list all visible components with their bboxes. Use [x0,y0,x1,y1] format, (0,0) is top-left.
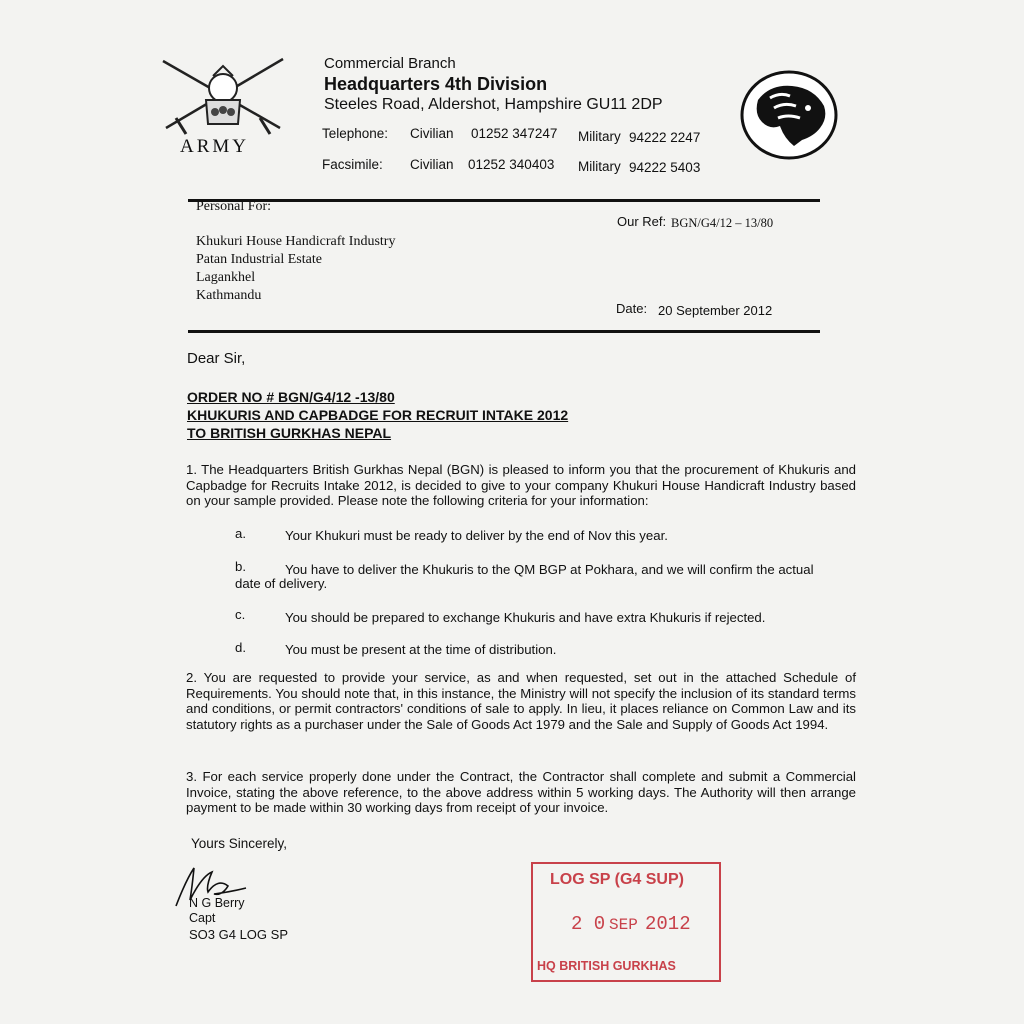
telephone-civ-label: Civilian [410,126,454,141]
top-divider [188,199,820,202]
hq-name: Headquarters 4th Division [324,74,548,94]
facsimile-civ-label: Civilian [410,157,454,172]
crossed-swords-icon [158,56,288,136]
telephone-civ-number: 01252 347247 [471,126,558,141]
item-text: You must be present at the time of distribution. [285,642,557,657]
item-letter: c. [235,607,246,622]
item-text-continued: date of delivery. [235,576,328,591]
telephone-mil-number: 94222 2247 [629,130,701,145]
recipient-line: Khukuri House Handicraft Industry [196,234,396,249]
order-heading: TO BRITISH GURKHAS NEPAL [187,425,392,441]
signer-post: SO3 G4 LOG SP [189,927,288,942]
date-label: Date: [616,301,648,316]
item-text: You should be prepared to exchange Khukuris and have extra Khukuris if rejected. [285,610,766,625]
paragraph-1: 1. The Headquarters British Gurkhas Nepal (BGN) is pleased to inform you that the procurement of Khukuris and Capbadge for Recruits Intake 2012, is decided to give to your company Khukuri House Handicraft Industry based on your sample provided. Please note the following criteria for your information: [186,462,856,508]
telephone-label: Telephone: [322,126,389,141]
bottom-divider [188,330,820,333]
order-heading: KHUKURIS AND CAPBADGE FOR RECRUIT INTAKE 2012 [187,407,569,423]
item-text: You have to deliver the Khukuris to the QM BGP at Pokhara, and we will confirm the actual [285,562,814,577]
hq-address: Steeles Road, Aldershot, Hampshire GU11 2DP [324,96,663,113]
recipient-line: Kathmandu [196,288,262,303]
salutation: Dear Sir, [187,350,246,367]
paragraph-2: 2. You are requested to provide your service, as and when requested, set out in the attached Schedule of Requirements. You should note that, in this instance, the Ministry will not specify the inclusion of its standard terms and conditions, or permit contractors' conditions of sale to apply. In lieu, it places reliance on Common Law and its statutory rights as a purchaser under the Sale of Goods Act 1979 and the Sale and Supply of Goods Act 1994. [186,670,856,732]
item-text: Your Khukuri must be ready to deliver by the end of Nov this year. [285,528,668,543]
item-letter: a. [235,526,246,541]
army-crest [158,56,288,161]
item-letter: b. [235,559,246,574]
facsimile-civ-number: 01252 340403 [468,157,555,172]
date-value: 20 September 2012 [658,303,773,318]
stamp-year: 2012 [645,913,691,935]
order-heading: ORDER NO # BGN/G4/12 -13/80 [187,389,395,405]
facsimile-mil-label: Military [578,159,621,174]
crown-icon [206,66,240,124]
personal-for-label: Personal For: [196,199,272,214]
our-ref-label: Our Ref: [617,214,667,229]
signer-rank: Capt [189,911,216,925]
tiger-head-icon [740,70,838,160]
army-label: ARMY [180,136,250,157]
facsimile-label: Facsimile: [322,157,383,172]
stamp-day: 2 0 [571,913,606,935]
signer-name: N G Berry [189,896,245,910]
facsimile-mil-number: 94222 5403 [629,160,701,175]
recipient-line: Patan Industrial Estate [196,252,322,267]
telephone-mil-label: Military [578,129,621,144]
tiger-emblem [740,70,838,160]
stamp-hq: HQ BRITISH GURKHAS [537,959,676,973]
recipient-line: Lagankhel [196,270,256,285]
stamp-month: SEP [609,916,638,934]
branch-name: Commercial Branch [324,55,456,72]
our-ref-value: BGN/G4/12 – 13/80 [671,216,774,230]
closing: Yours Sincerely, [191,836,288,851]
received-stamp [531,862,721,982]
paragraph-3: 3. For each service properly done under the Contract, the Contractor shall complete and submit a Commercial Invoice, stating the above reference, to the above address within 5 working days. The Authority will then arrange payment to be made within 30 working days from receipt of your invoice. [186,769,856,815]
item-letter: d. [235,640,246,655]
stamp-unit: LOG SP (G4 SUP) [550,871,684,888]
